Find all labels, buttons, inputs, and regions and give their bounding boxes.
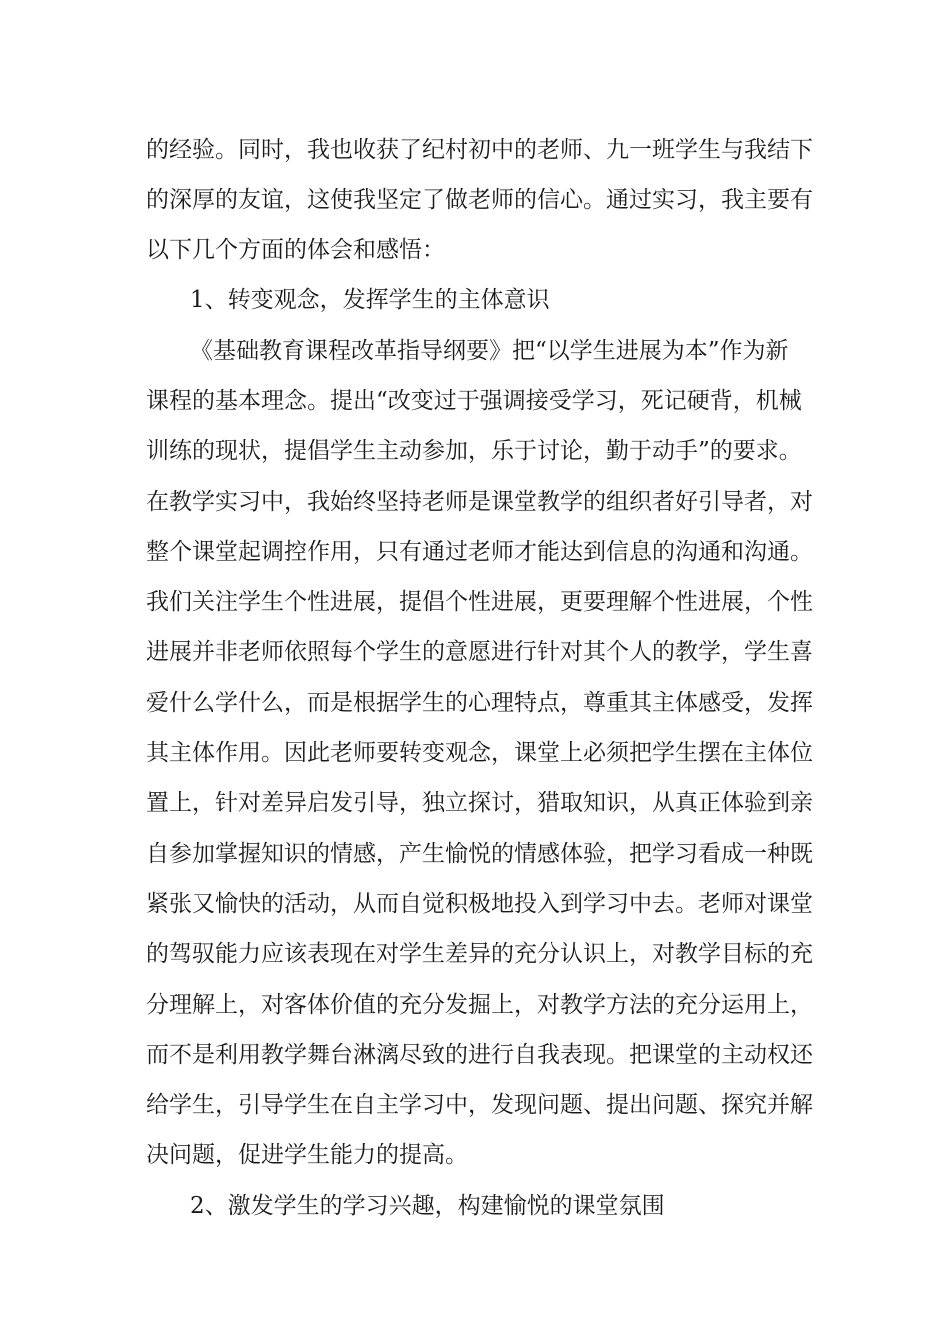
paragraph-line: 其主体作用。因此老师要转变观念，课堂上必须把学生摆在主体位	[146, 740, 813, 766]
section-heading: 2、激发学生的学习兴趣，构建愉悦的课堂氛围	[190, 1193, 665, 1219]
paragraph-line: 的经验。同时，我也收获了纪村初中的老师、九一班学生与我结下	[146, 137, 813, 163]
paragraph-line: 而不是利用教学舞台淋漓尽致的进行自我表现。把课堂的主动权还	[146, 1042, 813, 1068]
paragraph-line: 以下几个方面的体会和感悟：	[146, 237, 445, 263]
paragraph-line: 的深厚的友谊，这使我坚定了做老师的信心。通过实习，我主要有	[146, 187, 813, 213]
paragraph-line: 爱什么学什么，而是根据学生的心理特点，尊重其主体感受，发挥	[146, 690, 813, 716]
paragraph-line: 进展并非老师依照每个学生的意愿进行针对其个人的教学，学生喜	[146, 639, 813, 665]
paragraph-line: 课程的基本理念。提出“改变过于强调接受学习，死记硬背，机械	[146, 388, 802, 414]
paragraph-line: 整个课堂起调控作用，只有通过老师才能达到信息的沟通和沟通。	[146, 539, 813, 565]
paragraph-line: 的驾驭能力应该表现在对学生差异的充分认识上，对教学目标的充	[146, 941, 813, 967]
paragraph-line: 在教学实习中，我始终坚持老师是课堂教学的组织者好引导者，对	[146, 489, 813, 515]
paragraph-line: 《基础教育课程改革指导纲要》把“以学生进展为本”作为新	[190, 338, 789, 364]
paragraph-line: 分理解上，对客体价值的充分发掘上，对教学方法的充分运用上，	[146, 992, 813, 1018]
paragraph-line: 给学生，引导学生在自主学习中，发现问题、提出问题、探究并解	[146, 1092, 813, 1118]
paragraph-line: 置上，针对差异启发引导，独立探讨，猎取知识，从真正体验到亲	[146, 790, 813, 816]
paragraph-line: 自参加掌握知识的情感，产生愉悦的情感体验，把学习看成一种既	[146, 841, 813, 867]
paragraph-line: 决问题，促进学生能力的提高。	[146, 1142, 468, 1168]
paragraph-line: 训练的现状，提倡学生主动参加，乐于讨论，勤于动手”的要求。	[146, 438, 802, 464]
section-heading: 1、转变观念，发挥学生的主体意识	[190, 287, 550, 313]
paragraph-line: 我们关注学生个性进展，提倡个性进展，更要理解个性进展，个性	[146, 589, 813, 615]
paragraph-line: 紧张又愉快的活动，从而自觉积极地投入到学习中去。老师对课堂	[146, 891, 813, 917]
